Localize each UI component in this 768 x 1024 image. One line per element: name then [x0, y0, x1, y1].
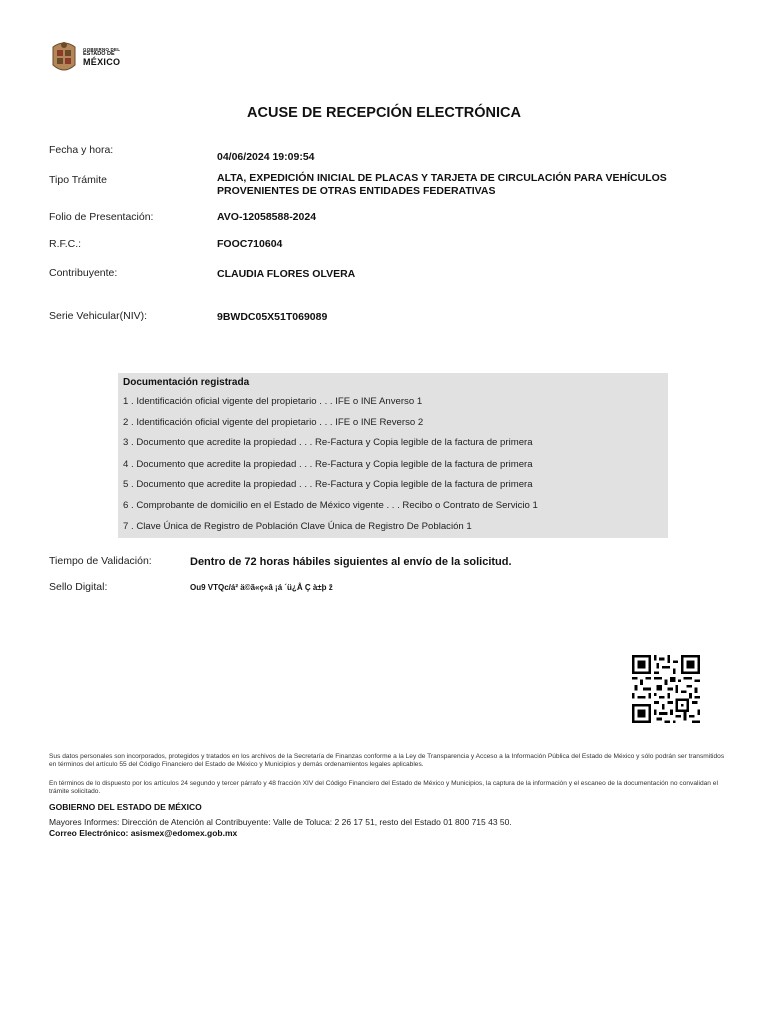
government-logo	[49, 38, 139, 76]
footer-organization: GOBIERNO DEL ESTADO DE MÉXICO	[49, 802, 202, 812]
logo-line-1: GOBIERNO DEL	[83, 46, 121, 52]
sello-digital-value: Ou9 VTQc/á² ä©ã«ç«â ¡á ´ü¿Å Ç à±þ ž	[190, 583, 333, 592]
rfc-value: FOOC710604	[217, 238, 283, 250]
fecha-label: Fecha y hora:	[49, 144, 114, 156]
documentacion-panel	[118, 373, 668, 538]
coat-of-arms-icon	[49, 39, 79, 75]
contribuyente-label: Contribuyente:	[49, 267, 118, 279]
legal-paragraph-terms: En términos de lo dispuesto por los artículos 24 segundo y tercer párrafo y 48 fracción XIV del Código Financiero del Estado de México y Municipios, la captura de la información y el escaneo de la documentación no convalidan el trámite solicitado.	[49, 780, 718, 796]
tiempo-validacion-label: Tiempo de Validación:	[49, 555, 152, 567]
documento-item: 6 . Comprobante de domicilio en el Estado de México vigente . . . Recibo o Contrato de Servicio 1	[123, 500, 538, 511]
tiempo-validacion-value: Dentro de 72 horas hábiles siguientes al envío de la solicitud.	[190, 556, 512, 568]
documentacion-title: Documentación registrada	[123, 377, 250, 388]
folio-value: AVO-12058588-2024	[217, 211, 317, 223]
serie-value: 9BWDC05X51T069089	[217, 311, 328, 323]
page-title: ACUSE DE RECEPCIÓN ELECTRÓNICA	[247, 105, 521, 121]
folio-label: Folio de Presentación:	[49, 211, 154, 223]
documento-item: 4 . Documento que acredite la propiedad . . . Re-Factura y Copia legible de la factura de primera	[123, 459, 533, 470]
documento-item: 1 . Identificación oficial vigente del propietario . . . IFE o INE Anverso 1	[123, 396, 423, 407]
serie-label: Serie Vehicular(NIV):	[49, 310, 148, 322]
documento-item: 2 . Identificación oficial vigente del propietario . . . IFE o INE Reverso 2	[123, 417, 424, 428]
tramite-label: Tipo Trámite	[49, 174, 107, 186]
sello-digital-label: Sello Digital:	[49, 581, 108, 593]
documento-item: 3 . Documento que acredite la propiedad . . . Re-Factura y Copia legible de la factura de primera	[123, 437, 533, 448]
tramite-value-line-1: ALTA, EXPEDICIÓN INICIAL DE PLACAS Y TARJETA DE CIRCULACIÓN PARA VEHÍCULOS	[217, 172, 667, 184]
rfc-label: R.F.C.:	[49, 238, 82, 250]
contribuyente-value: CLAUDIA FLORES OLVERA	[217, 268, 356, 280]
logo-line-3: MÉXICO	[83, 56, 121, 67]
footer-correo: Correo Electrónico: asismex@edomex.gob.mx	[49, 828, 238, 838]
documento-item: 7 . Clave Única de Registro de Población Clave Única de Registro De Población 1	[123, 521, 472, 532]
logo-line-2: ESTADO DE	[83, 51, 115, 57]
documento-item: 5 . Documento que acredite la propiedad . . . Re-Factura y Copia legible de la factura de primera	[123, 479, 533, 490]
tramite-value-line-2: PROVENIENTES DE OTRAS ENTIDADES FEDERATIVAS	[217, 185, 496, 197]
fecha-value: 04/06/2024 19:09:54	[217, 151, 315, 163]
legal-paragraph-privacy: Sus datos personales son incorporados, protegidos y tratados en los archivos de la Secretaría de Finanzas conforme a la Ley de Transparencia y Acceso a la Información Pública del Estado de México y sólo podrán ser transmitidos en términos del artículo 55 del Código Financiero del Estado de México y Municipios y demás ordenamientos legales aplicables.	[49, 753, 725, 769]
qr-code-icon	[632, 655, 700, 723]
footer-informes: Mayores Informes: Dirección de Atención al Contribuyente: Valle de Toluca: 2 26 17 51, resto del Estado 01 800 715 43 50.	[49, 817, 512, 827]
